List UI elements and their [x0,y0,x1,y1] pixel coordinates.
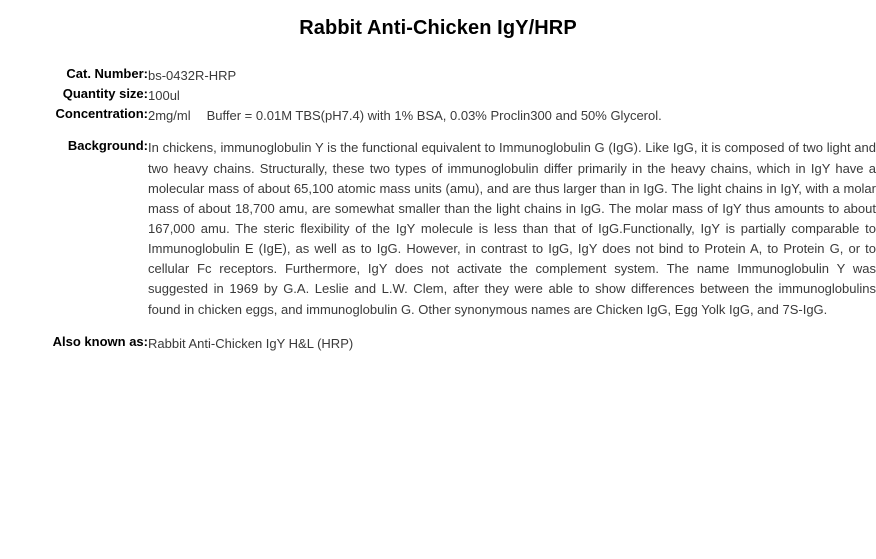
field-value-quantity-size: 100ul [148,88,180,104]
table-row [0,106,876,126]
table-row [0,86,876,106]
field-value-also-known-as: Rabbit Anti-Chicken IgY H&L (HRP) [148,335,354,351]
product-details-table [0,66,876,354]
field-label-quantity-size: Quantity size: [62,86,148,102]
concentration-buffer: Buffer = 0.01M TBS(pH7.4) with 1% BSA, 0.03% Proclin300 and 50% Glycerol. [206,108,662,124]
field-label-concentration: Concentration: [55,106,148,122]
table-row [0,320,876,354]
concentration-amount: 2mg/ml [148,108,191,124]
field-label-background: Background: [67,138,148,154]
field-value-background: In chickens, immunoglobulin Y is the functional equivalent to Immunoglobulin G (IgG). Like IgG, it is composed of two light and two heavy chains. Structurally, these two types of immunoglobulin differ primarily in the heavy chains, which in IgY have a molecular mass of about 65,100 atomic mass units (amu), and are thus larger than in IgG. The light chains in IgY, with a molar mass of about 18,700 amu, are somewhat smaller than the light chains in IgG. The molar mass of IgY thus amounts to about 167,000 amu. The steric flexibility of the IgY molecule is less than that of IgG.Functionally, IgY is partially comparable to Immunoglobulin E (IgE), as well as to IgG. However, in contrast to IgG, IgY does not bind to Protein A, to Protein G, or to cellular Fc receptors. Furthermore, IgY does not activate the complement system. The name Immunoglobulin Y was suggested in 1969 by G.A. Leslie and L.W. Clem, after they were able to show differences between the immunoglobulins found in chicken eggs, and immunoglobulin G. Other synonymous names are Chicken IgG, Egg Yolk IgG, and 7S-IgG. [148,140,876,317]
page-title: Rabbit Anti-Chicken IgY/HRP [299,17,577,39]
table-row [0,66,876,86]
field-label-cat-number: Cat. Number: [66,66,148,81]
field-label-also-known-as: Also known as: [52,333,148,349]
table-row [0,126,876,319]
field-value-concentration [148,106,876,126]
field-value-cat-number: bs-0432R-HRP [148,68,237,83]
